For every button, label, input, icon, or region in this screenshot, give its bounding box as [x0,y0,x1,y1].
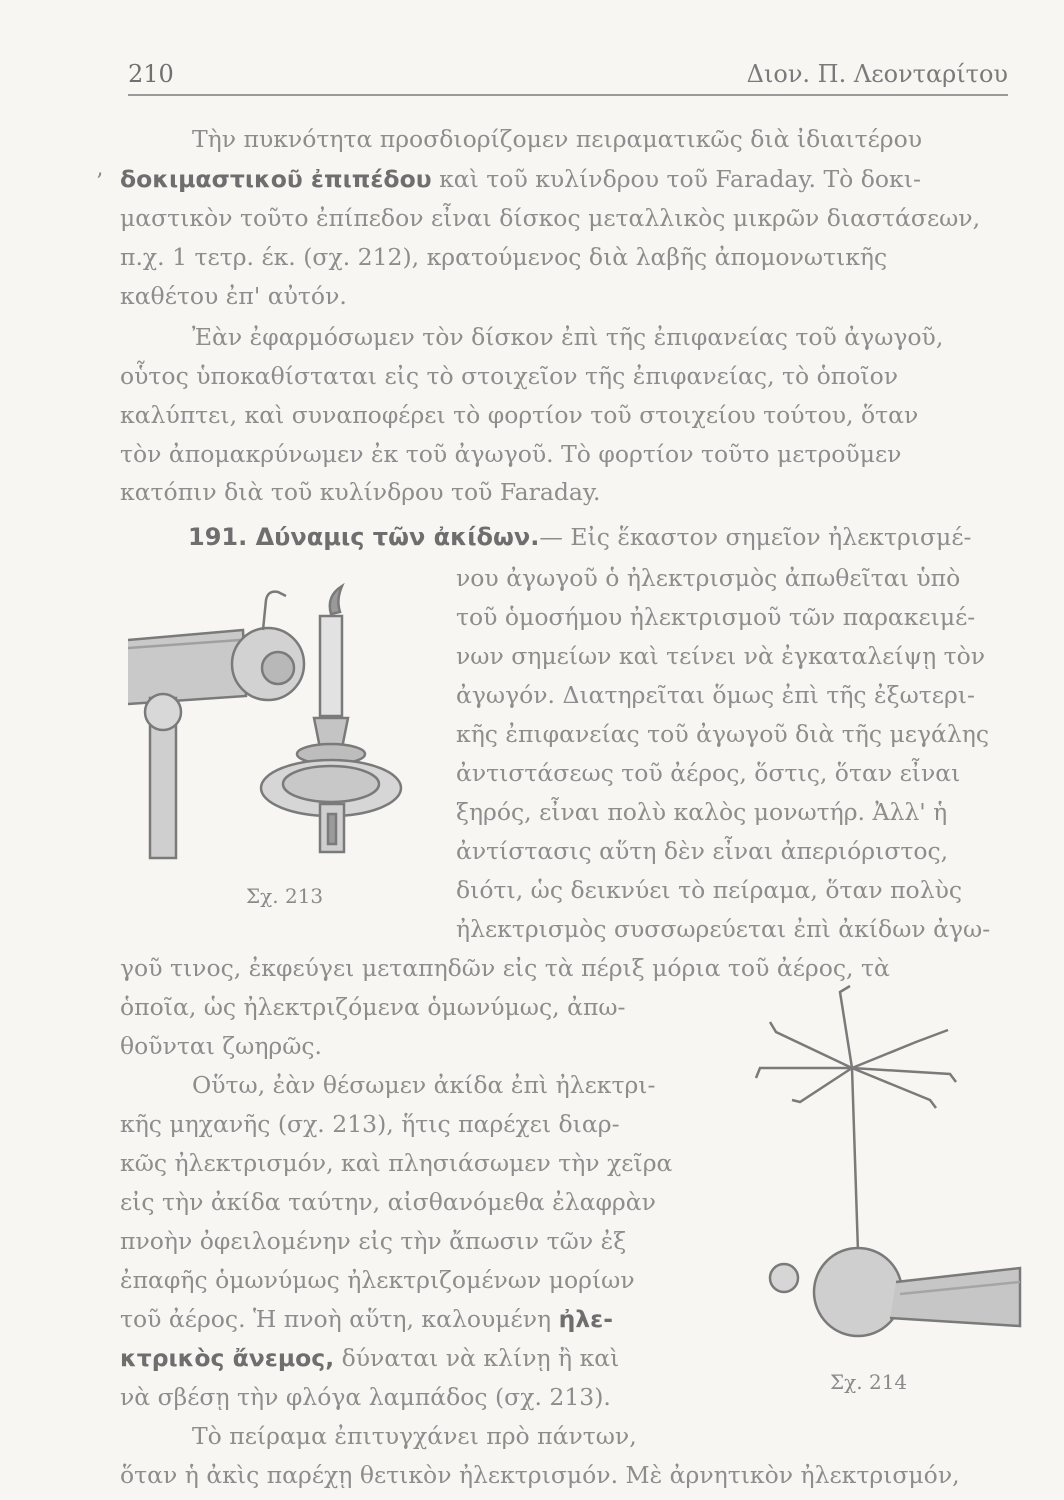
text-line: τοῦ ὁμοσήμου ἠλεκτρισμοῦ τῶν παρακειμέ- [456,603,976,631]
page-header [128,60,1008,96]
text-span: — Εἰς ἕκαστον σημεῖον ἠλεκτρισμέ- [539,523,972,551]
figure-214 [740,982,1030,1382]
text-line: θοῦνται ζωηρῶς. [120,1032,323,1060]
section-heading: 191. Δύναμις τῶν ἀκίδων. [188,523,540,551]
text-line: Ἐὰν ἐφαρμόσωμεν τὸν δίσκον ἐπὶ τῆς ἐπιφανείας τοῦ ἀγωγοῦ, [192,323,944,351]
text-line: νου ἀγωγοῦ ὁ ἠλεκτρισμὸς ἀπωθεῖται ὑπὸ [456,564,961,592]
text-line: καλύπτει, καὶ συναποφέρει τὸ φορτίον τοῦ στοιχείου τούτου, ὅταν [120,401,919,429]
text-line: ξηρός, εἶναι πολὺ καλὸς μονωτήρ. Ἀλλ' ἡ [456,798,948,826]
text-span: τοῦ ἀέρος. Ἡ πνοὴ αὕτη, καλουμένη [120,1305,559,1333]
page-number: 210 [128,60,174,88]
text-line [120,1304,613,1334]
text-span: δύναται νὰ κλίνῃ ἢ καὶ [334,1344,620,1372]
text-line: μαστικὸν τοῦτο ἐπίπεδον εἶναι δίσκος μεταλλικὸς μικρῶν διαστάσεων, [120,204,981,232]
header-rule [128,94,1008,96]
text-line: Τὴν πυκνότητα προσδιορίζομεν πειραματικῶς διὰ ἰδιαιτέρου [192,125,923,153]
text-line: διότι, ὡς δεικνύει τὸ πείραμα, ὅταν πολὺς [456,876,963,904]
text-line: π.χ. 1 τετρ. έκ. (σχ. 212), κρατούμενος διὰ λαβῆς ἀπομονωτικῆς [120,243,888,271]
margin-mark: ’ [96,170,103,195]
text-line [120,164,921,194]
text-line: ἀντίστασις αὕτη δὲν εἶναι ἀπεριόριστος, [456,837,949,865]
text-line: ἐπαφῆς ὁμωνύμως ἠλεκτριζομένων μορίων [120,1266,635,1294]
text-line: ἠλεκτρισμὸς συσσωρεύεται ἐπὶ ἀκίδων ἀγω- [456,915,991,943]
text-line: τὸν ἀπομακρύνωμεν ἐκ τοῦ ἀγωγοῦ. Τὸ φορτίον τοῦτο μετροῦμεν [120,440,902,468]
text-line [120,1343,619,1373]
text-line: κῶς ἠλεκτρισμόν, καὶ πλησιάσωμεν τὴν χεῖρα [120,1149,673,1177]
text-line: ἀντιστάσεως τοῦ ἀέρος, ὅστις, ὅταν εἶναι [456,759,961,787]
figure-214-caption: Σχ. 214 [830,1370,908,1394]
text-span: καὶ τοῦ κυλίνδρου τοῦ Faraday. Τὸ δοκι- [431,165,921,193]
text-line: κατόπιν διὰ τοῦ κυλίνδρου τοῦ Faraday. [120,478,601,506]
text-line: καθέτου ἐπ' αὐτόν. [120,282,347,310]
running-title: Διον. Π. Λεονταρίτου [746,60,1008,88]
figure-213 [128,578,448,898]
text-line: κῆς μηχανῆς (σχ. 213), ἥτις παρέχει διαρ- [120,1110,620,1138]
figure-213-caption: Σχ. 213 [246,884,324,908]
text-line: Οὕτω, ἐὰν θέσωμεν ἀκίδα ἐπὶ ἠλεκτρι- [192,1071,656,1099]
text-line: εἰς τὴν ἀκίδα ταύτην, αἰσθανόμεθα ἐλαφρὰν [120,1188,656,1216]
term-test-plane: δοκιμαστικοῦ ἐπιπέδου [120,165,432,193]
text-line: νων σημείων καὶ τείνει νὰ ἐγκαταλείψῃ τὸν [456,642,986,670]
section-heading-line [188,522,971,552]
term-electric-wind: κτρικὸς ἄνεμος, [120,1344,335,1372]
text-line: ὁποῖα, ὡς ἠλεκτριζόμενα ὁμωνύμως, ἀπω- [120,993,626,1021]
text-line: ὅταν ἡ ἀκὶς παρέχῃ θετικὸν ἠλεκτρισμόν. Μὲ ἀρνητικὸν ἠλεκτρισμόν, [120,1461,960,1489]
text-line: κῆς ἐπιφανείας τοῦ ἀγωγοῦ διὰ τῆς μεγάλης [456,720,990,748]
text-line: γοῦ τινος, ἐκφεύγει μεταπηδῶν εἰς τὰ πέριξ μόρια τοῦ ἀέρος, τὰ [120,954,890,982]
text-line: οὗτος ὑποκαθίσταται εἰς τὸ στοιχεῖον τῆς ἐπιφανείας, τὸ ὁποῖον [120,362,899,390]
text-line: ἀγωγόν. Διατηρεῖται ὅμως ἐπὶ τῆς ἐξωτερι- [456,681,975,709]
text-line: Τὸ πείραμα ἐπιτυγχάνει πρὸ πάντων, [192,1422,637,1450]
term-electric-wind: ἠλε- [558,1305,614,1333]
text-line: πνοὴν ὀφειλομένην εἰς τὴν ἄπωσιν τῶν ἐξ [120,1227,627,1255]
text-line: νὰ σβέσῃ τὴν φλόγα λαμπάδος (σχ. 213). [120,1383,611,1411]
